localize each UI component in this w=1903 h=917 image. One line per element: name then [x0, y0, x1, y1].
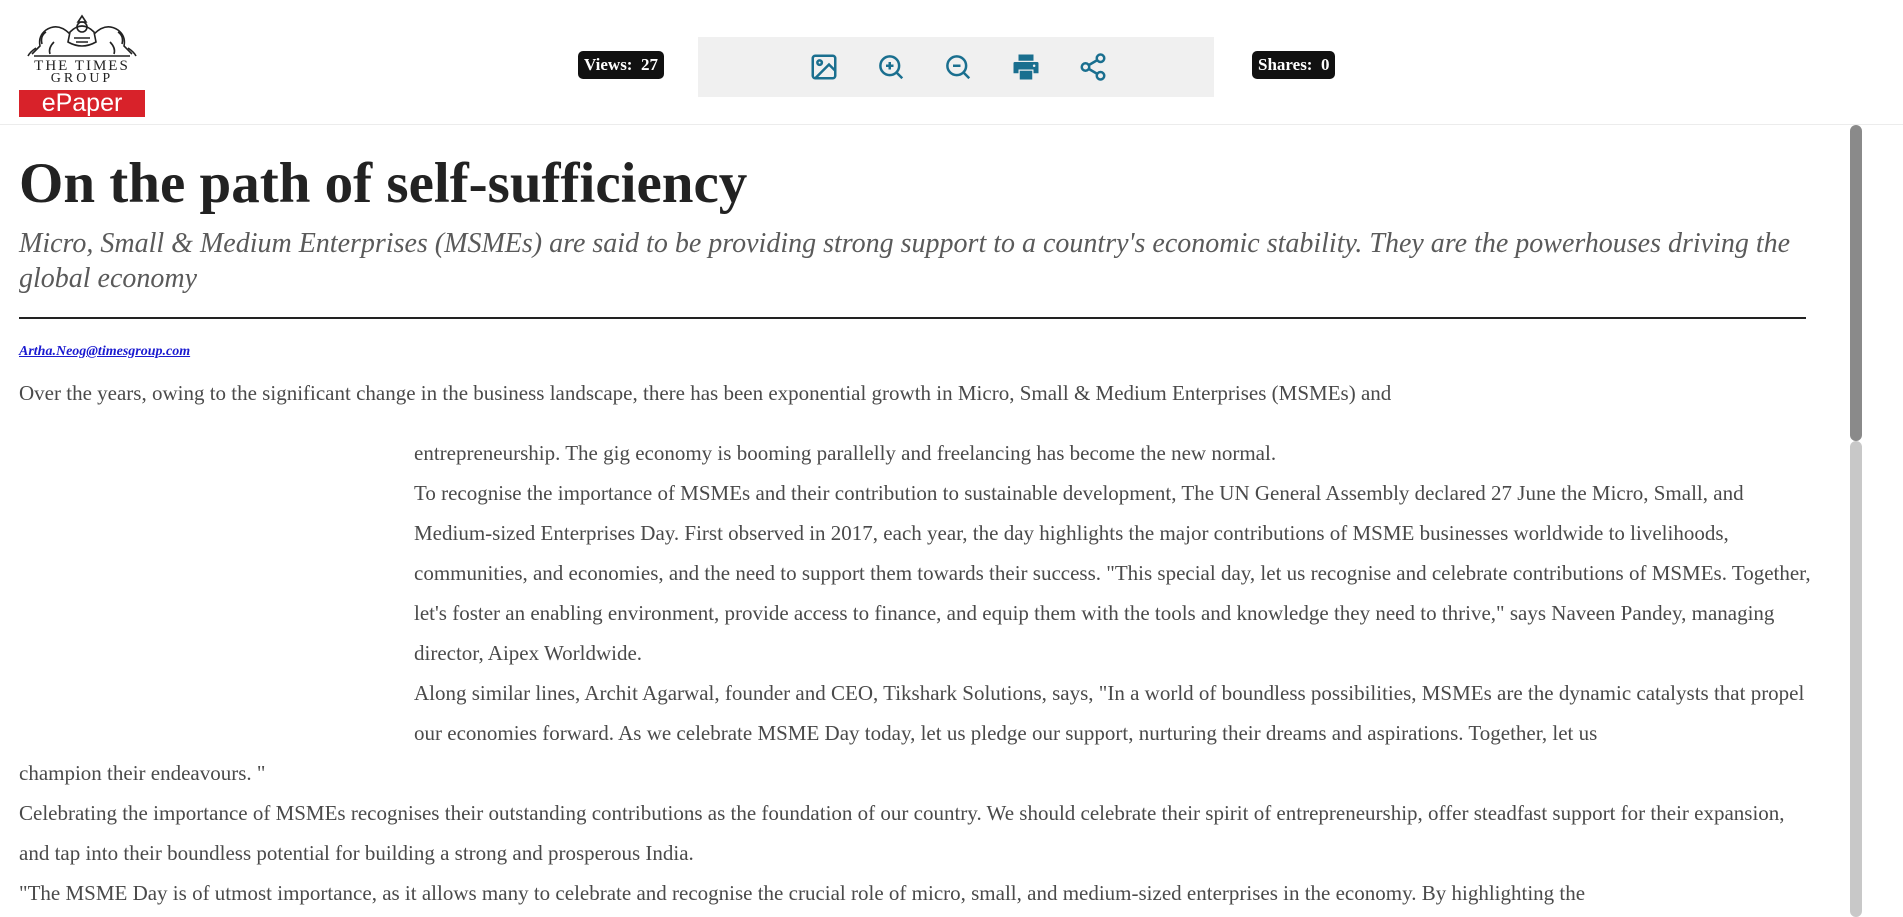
views-count: 27	[640, 55, 658, 74]
scrollbar-thumb[interactable]	[1850, 125, 1862, 441]
print-icon	[1011, 52, 1041, 82]
zoom-in-button[interactable]	[873, 49, 909, 85]
article-paragraph: To recognise the importance of MSMEs and their contribution to sustainable development, The UN General Assembly declared 27 June the Micro, Small, and Medium-sized Enterprises Day. First observed in 2017, each year, the day highlights the major contributions of MSME businesses worldwide to livelihoods, communities, and economies, and the need to support them towards their success. "This special day, let us recognise and celebrate contributions of MSMEs. Together, let's foster an enabling environment, provide access to finance, and equip them with the tools and knowledge they need to thrive," says Naveen Pandey, managing director, Aipex Worldwide.	[414, 481, 1811, 665]
article-subheadline: Micro, Small & Medium Enterprises (MSMEs) are said to be providing strong support to a country's economic stability. They are the powerhouses driving the global economy	[19, 228, 1791, 294]
image-view-button[interactable]	[806, 49, 842, 85]
article-headline: On the path of self-sufficiency	[19, 152, 748, 215]
top-header	[0, 0, 1903, 125]
zoom-out-button[interactable]	[940, 49, 976, 85]
zoom-out-icon	[943, 52, 973, 82]
article-intro: Over the years, owing to the significant change in the business landscape, there has been exponential growth in Micro, Small & Medium Enterprises (MSMEs) and	[19, 381, 1392, 405]
article-paragraph: entrepreneurship. The gig economy is booming parallelly and freelancing has become the new normal.	[414, 441, 1277, 465]
views-counter	[578, 51, 664, 79]
print-button[interactable]	[1008, 49, 1044, 85]
headline-divider	[19, 317, 1806, 319]
scrollbar-lower-track[interactable]	[1850, 441, 1862, 917]
article-paragraph: champion their endeavours. "	[19, 761, 266, 785]
shares-counter	[1252, 51, 1335, 79]
lion-elephant-crest-icon	[24, 12, 140, 58]
logo-line-the-times: THE TIMES	[34, 58, 130, 74]
article-toolbar	[698, 37, 1214, 97]
shares-label: Shares:	[1258, 55, 1313, 74]
article-paragraph: Along similar lines, Archit Agarwal, founder and CEO, Tikshark Solutions, says, "In a world of boundless possibilities, MSMEs are the dynamic catalysts that propel our economies forward. As we celebrate MSME Day today, let us pledge our support, nurturing their dreams and aspirations. Together, let us	[414, 681, 1805, 745]
article-body	[0, 125, 1848, 917]
share-button[interactable]	[1075, 49, 1111, 85]
article-paragraph: Celebrating the importance of MSMEs recognises their outstanding contributions as the foundation of our country. We should celebrate their spirit of entrepreneurship, offer steadfast support for their expansion, and tap into their boundless potential for building a strong and prosperous India.	[19, 801, 1785, 865]
shares-count: 0	[1320, 55, 1330, 74]
article-paragraph: "The MSME Day is of utmost importance, as it allows many to celebrate and recognise the crucial role of micro, small, and medium-sized enterprises in the economy. By highlighting the	[19, 881, 1586, 905]
zoom-in-icon	[876, 52, 906, 82]
times-group-epaper-logo[interactable]	[18, 12, 146, 120]
views-label: Views:	[584, 55, 633, 74]
author-email-link[interactable]: Artha.Neog@timesgroup.com	[19, 344, 191, 359]
image-icon	[809, 52, 839, 82]
share-icon	[1078, 52, 1108, 82]
logo-epaper-badge: ePaper	[19, 90, 145, 117]
logo-line-group: GROUP	[50, 71, 114, 86]
